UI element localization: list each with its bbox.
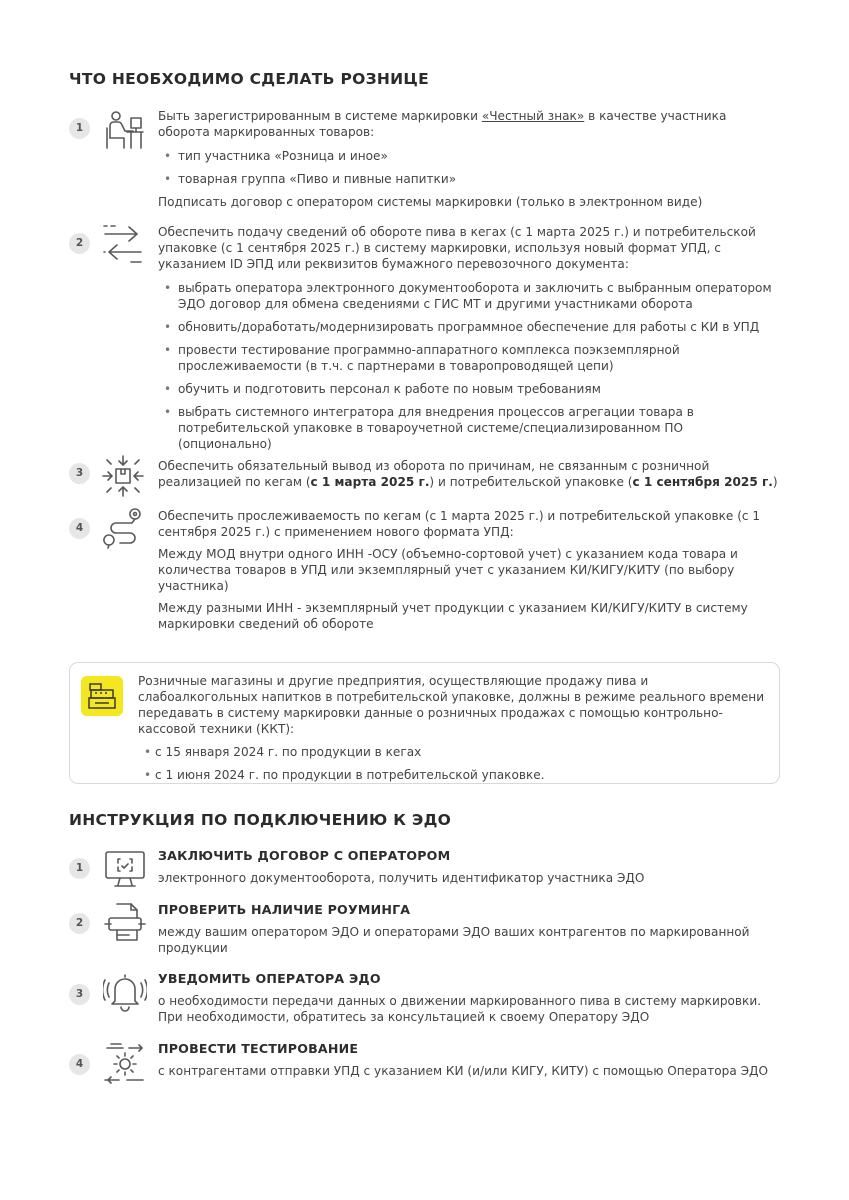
step-number: 3 [69,984,90,1005]
edo-step-1 [158,848,778,886]
chestny-znak-link[interactable]: «Честный знак» [481,109,585,123]
gear-test-icon [103,1040,147,1084]
step-number: 2 [69,913,90,934]
step-1-note: Подписать договор с оператором системы маркировки (только в электронном виде) [158,195,703,209]
step-number: 1 [69,118,90,139]
bullet-item: • обновить/доработать/модернизировать программное обеспечение для работы с КИ в УПД [158,319,778,335]
edo-step-4 [158,1041,778,1079]
monitor-document-icon [103,847,147,891]
edo-step-heading: ПРОВЕРИТЬ НАЛИЧИЕ РОУМИНГА [158,902,411,917]
notice-content [138,673,768,783]
step-4-content [158,508,778,632]
bullet-item: • тип участника «Розница и иное» [158,148,778,164]
step-2-content [158,224,778,452]
step-3-text: Обеспечить обязательный вывод из оборота по причинам, не связанным с розничной реализацией по кегам ( [158,459,710,489]
bullet-item: • выбрать оператора электронного документооборота и заключить с выбранным оператором ЭДО договор для обмена сведениями с ГИС МТ и другими участниками оборота [158,280,778,312]
document-transfer-icon [103,900,147,944]
step-1-intro [158,108,778,140]
step-number: 3 [69,463,90,484]
date-keg: с 1 марта 2025 г. [310,475,430,489]
edo-step-heading: УВЕДОМИТЬ ОПЕРАТОРА ЭДО [158,971,381,986]
bullet-item: • провести тестирование программно-аппаратного комплекса поэкземплярной прослеживаемости (в т.ч. с партнерами в товаропроводящей цепи) [158,342,778,374]
step-number: 4 [69,518,90,539]
box-withdrawal-icon [101,454,145,498]
step-4-intro: Обеспечить прослеживаемость по кегам (с 1 марта 2025 г.) и потребительской упаковке (с 1 сентября 2025 г.) с применением нового формата УПД: [158,509,761,539]
edo-step-text: электронного документооборота, получить идентификатор участника ЭДО [158,871,645,885]
step-number: 4 [69,1054,90,1075]
bullet-item: • с 1 июня 2024 г. по продукции в потребительской упаковке. [138,767,768,783]
step-1-intro-pre: Быть зарегистрированным в системе маркировки [158,109,482,123]
edo-step-text: с контрагентами отправки УПД с указанием КИ (и/или КИГУ, КИТУ) с помощью Оператора ЭДО [158,1064,768,1078]
step-4-paragraph: Между разными ИНН - экземплярный учет продукции с указанием КИ/КИГУ/КИТУ в систему маркировки сведений об обороте [158,601,748,631]
edo-step-text: между вашим оператором ЭДО и операторами ЭДО ваших контрагентов по маркированной продукции [158,925,750,955]
notice-text: Розничные магазины и другие предприятия, осуществляющие продажу пива и слабоалкогольных напитков в потребительской упаковке, должны в режиме реального времени передавать в систему маркировки данные о розничных продажах с помощью контрольно-кассовой техники (ККТ): [138,674,765,736]
bullet-item: • с 15 января 2024 г. по продукции в кегах [138,744,768,760]
bullet-item: • выбрать системного интегратора для внедрения процессов агрегации товара в потребительской упаковке в товароучетной системе/специализированном ПО (опционально) [158,404,778,452]
edo-step-heading: ЗАКЛЮЧИТЬ ДОГОВОР С ОПЕРАТОРОМ [158,848,451,863]
section-title-edo: ИНСТРУКЦИЯ ПО ПОДКЛЮЧЕНИЮ К ЭДО [69,811,452,829]
step-1-intro-post: в качестве участника оборота маркированных товаров: [158,109,727,139]
edo-step-3 [158,971,778,1025]
step-3-text: ) [772,475,778,489]
edo-step-heading: ПРОВЕСТИ ТЕСТИРОВАНИЕ [158,1041,359,1056]
route-icon [101,505,145,549]
step-2-intro: Обеспечить подачу сведений об обороте пива в кегах (с 1 марта 2025 г.) и потребительской упаковке (с 1 сентября 2025 г.) в систему маркировки, используя новый формат УПД, с указанием ID ЭПД или реквизитов бумажного перевозочного документа: [158,225,756,271]
step-3-text: ) и потребительской упаковке ( [429,475,633,489]
date-package: с 1 сентября 2025 г. [632,475,773,489]
bullet-item: • товарная группа «Пиво и пивные напитки» [158,171,778,187]
cash-register-icon [81,676,123,716]
exchange-arrows-icon [101,222,145,266]
step-1-content [158,108,778,210]
bell-icon [103,969,147,1013]
step-4-paragraph: Между МОД внутри одного ИНН -ОСУ (объемно-сортовой учет) с указанием кода товара и количества товаров в УПД или экземплярный учет с указанием КИ/КИГУ/КИТУ (по выбору участника) [158,547,738,593]
person-at-desk-icon [101,108,145,152]
step-number: 2 [69,233,90,254]
step-3-content [158,458,778,490]
section-title-retail: ЧТО НЕОБХОДИМО СДЕЛАТЬ РОЗНИЦЕ [69,70,430,88]
edo-step-2 [158,902,778,956]
step-number: 1 [69,858,90,879]
bullet-item: • обучить и подготовить персонал к работе по новым требованиям [158,381,778,397]
edo-step-text: о необходимости передачи данных о движении маркированного пива в систему маркировки. При необходимости, обратитесь за консультацией к своему Оператору ЭДО [158,994,762,1024]
